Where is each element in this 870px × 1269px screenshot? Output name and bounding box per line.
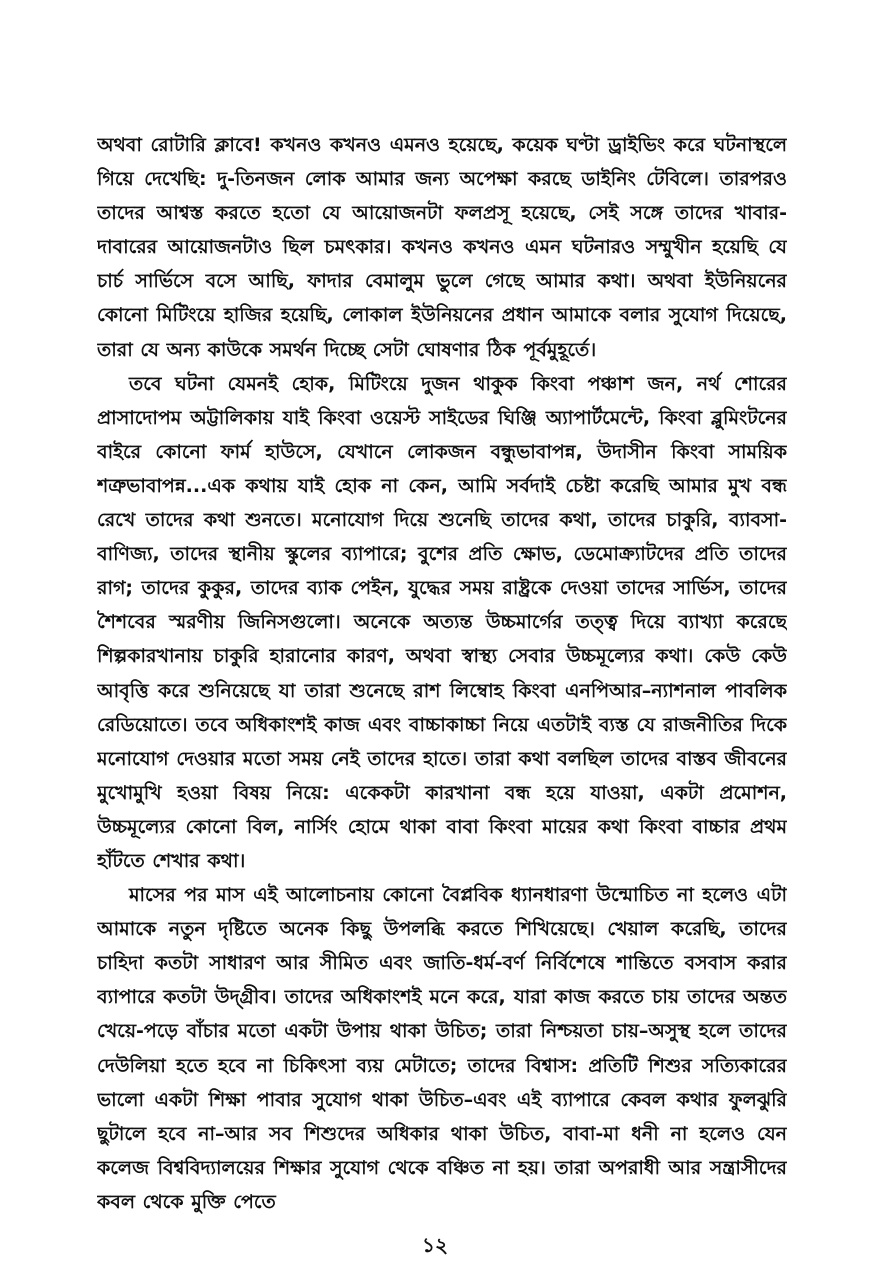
paragraph-1: অথবা রোটারি ক্লাবে! কখনও কখনও এমনও হয়েছে, কয়েক ঘণ্টা ড্রাইভিং করে ঘটনাস্থলে গিয়ে দেখেছি: দু-তিনজন লোক আমার জন্য অপেক্ষা করছে ডাইনিং টেবিলে। তারপরও তাদের আশ্বস্ত করতে হতো যে আয়োজনটা ফলপ্রসূ হয়েছে, সেই সঙ্গে তাদের খাবার-দাবারের আয়োজনটাও ছিল চমৎকার। কখনও কখনও এমন ঘটনারও সম্মুখীন হয়েছি যে চার্চ সার্ভিসে বসে আছি, ফাদার বেমালুম ভুলে গেছে আমার কথা। অথবা ইউনিয়নের কোনো মিটিংয়ে হাজির হয়েছি, লোকাল ইউনিয়নের প্রধান আমাকে বলার সুযোগ দিয়েছে, তারা যে অন্য কাউকে সমর্থন দিচ্ছে সেটা ঘোষণার ঠিক পূর্বমুহূর্তে। <box>97 134 787 361</box>
page-number: ১২ <box>422 1233 448 1257</box>
paragraph-2: তবে ঘটনা যেমনই হোক, মিটিংয়ে দুজন থাকুক কিংবা পঞ্চাশ জন, নর্থ শোরের প্রাসাদোপম অট্টালিকায় যাই কিংবা ওয়েস্ট সাইডের ঘিঞ্জি অ্যাপার্টমেন্টে, কিংবা ব্লুমিংটনের বাইরে কোনো ফার্ম হাউসে, যেখানে লোকজন বন্ধুভাবাপন্ন, উদাসীন কিংবা সাময়িক শত্রুভাবাপন্ন...এক কথায় যাই হোক না কেন, আমি সর্বদাই চেষ্টা করেছি আমার মুখ বন্ধ রেখে তাদের কথা শুনতে। মনোযোগ দিয়ে শুনেছি তাদের কথা, তাদের চাকুরি, ব্যাবসা-বাণিজ্য, তাদের স্থানীয় স্কুলের ব্যাপারে; বুশের প্রতি ক্ষোভ, ডেমোক্র্যাটদের প্রতি তাদের রাগ; তাদের কুকুর, তাদের ব্যাক পেইন, যুদ্ধের সময় রাষ্ট্রকে দেওয়া তাদের সার্ভিস, তাদের শৈশবের স্মরণীয় জিনিসগুলো। অনেকে অত্যন্ত উচ্চমার্গের তত্ত্ব দিয়ে ব্যাখ্যা করেছে শিল্পকারখানায় চাকুরি হারানোর কারণ, অথবা স্বাস্থ্য সেবার উচ্চমূল্যের কথা। কেউ কেউ আবৃত্তি করে শুনিয়েছে যা তারা শুনেছে রাশ লিম্বোহ কিংবা এনপিআর–ন্যাশনাল পাবলিক রেডিয়োতে। তবে অধিকাংশই কাজ এবং বাচ্চাকাচ্চা নিয়ে এতটাই ব্যস্ত যে রাজনীতির দিকে মনোযোগ দেওয়ার মতো সময় নেই তাদের হাতে। তারা কথা বলছিল তাদের বাস্তব জীবনের মুখোমুখি হওয়া বিষয় নিয়ে: একেকটা কারখানা বন্ধ হয়ে যাওয়া, একটা প্রমোশন, উচ্চমূল্যের কোনো বিল, নার্সিং হোমে থাকা বাবা কিংবা মায়ের কথা কিংবা বাচ্চার প্রথম হাঁটতে শেখার কথা। <box>97 372 787 872</box>
paragraph-3: মাসের পর মাস এই আলোচনায় কোনো বৈপ্লবিক ধ্যানধারণা উন্মোচিত না হলেও এটা আমাকে নতুন দৃষ্টিতে অনেক কিছু উপলব্ধি করতে শিখিয়েছে। খেয়াল করেছি, তাদের চাহিদা কতটা সাধারণ আর সীমিত এবং জাতি-ধর্ম-বর্ণ নির্বিশেষে শান্তিতে বসবাস করার ব্যাপারে কতটা উদ্গ্রীব। তাদের অধিকাংশই মনে করে, যারা কাজ করতে চায় তাদের অন্তত খেয়ে-পড়ে বাঁচার মতো একটা উপায় থাকা উচিত; তারা নিশ্চয়তা চায়–অসুস্থ হলে তাদের দেউলিয়া হতে হবে না চিকিৎসা ব্যয় মেটাতে; তাদের বিশ্বাস: প্রতিটি শিশুর সত্যিকারের ভালো একটা শিক্ষা পাবার সুযোগ থাকা উচিত–এবং এই ব্যাপারে কেবল কথার ফুলঝুরি ছুটালে হবে না–আর সব শিশুদের অধিকার থাকা উচিত, বাবা-মা ধনী না হলেও যেন কলেজ বিশ্ববিদ্যালয়ের শিক্ষার সুযোগ থেকে বঞ্চিত না হয়। তারা অপরাধী আর সন্ত্রাসীদের কবল থেকে মুক্তি পেতে <box>97 884 787 1213</box>
page-body <box>97 128 787 1218</box>
